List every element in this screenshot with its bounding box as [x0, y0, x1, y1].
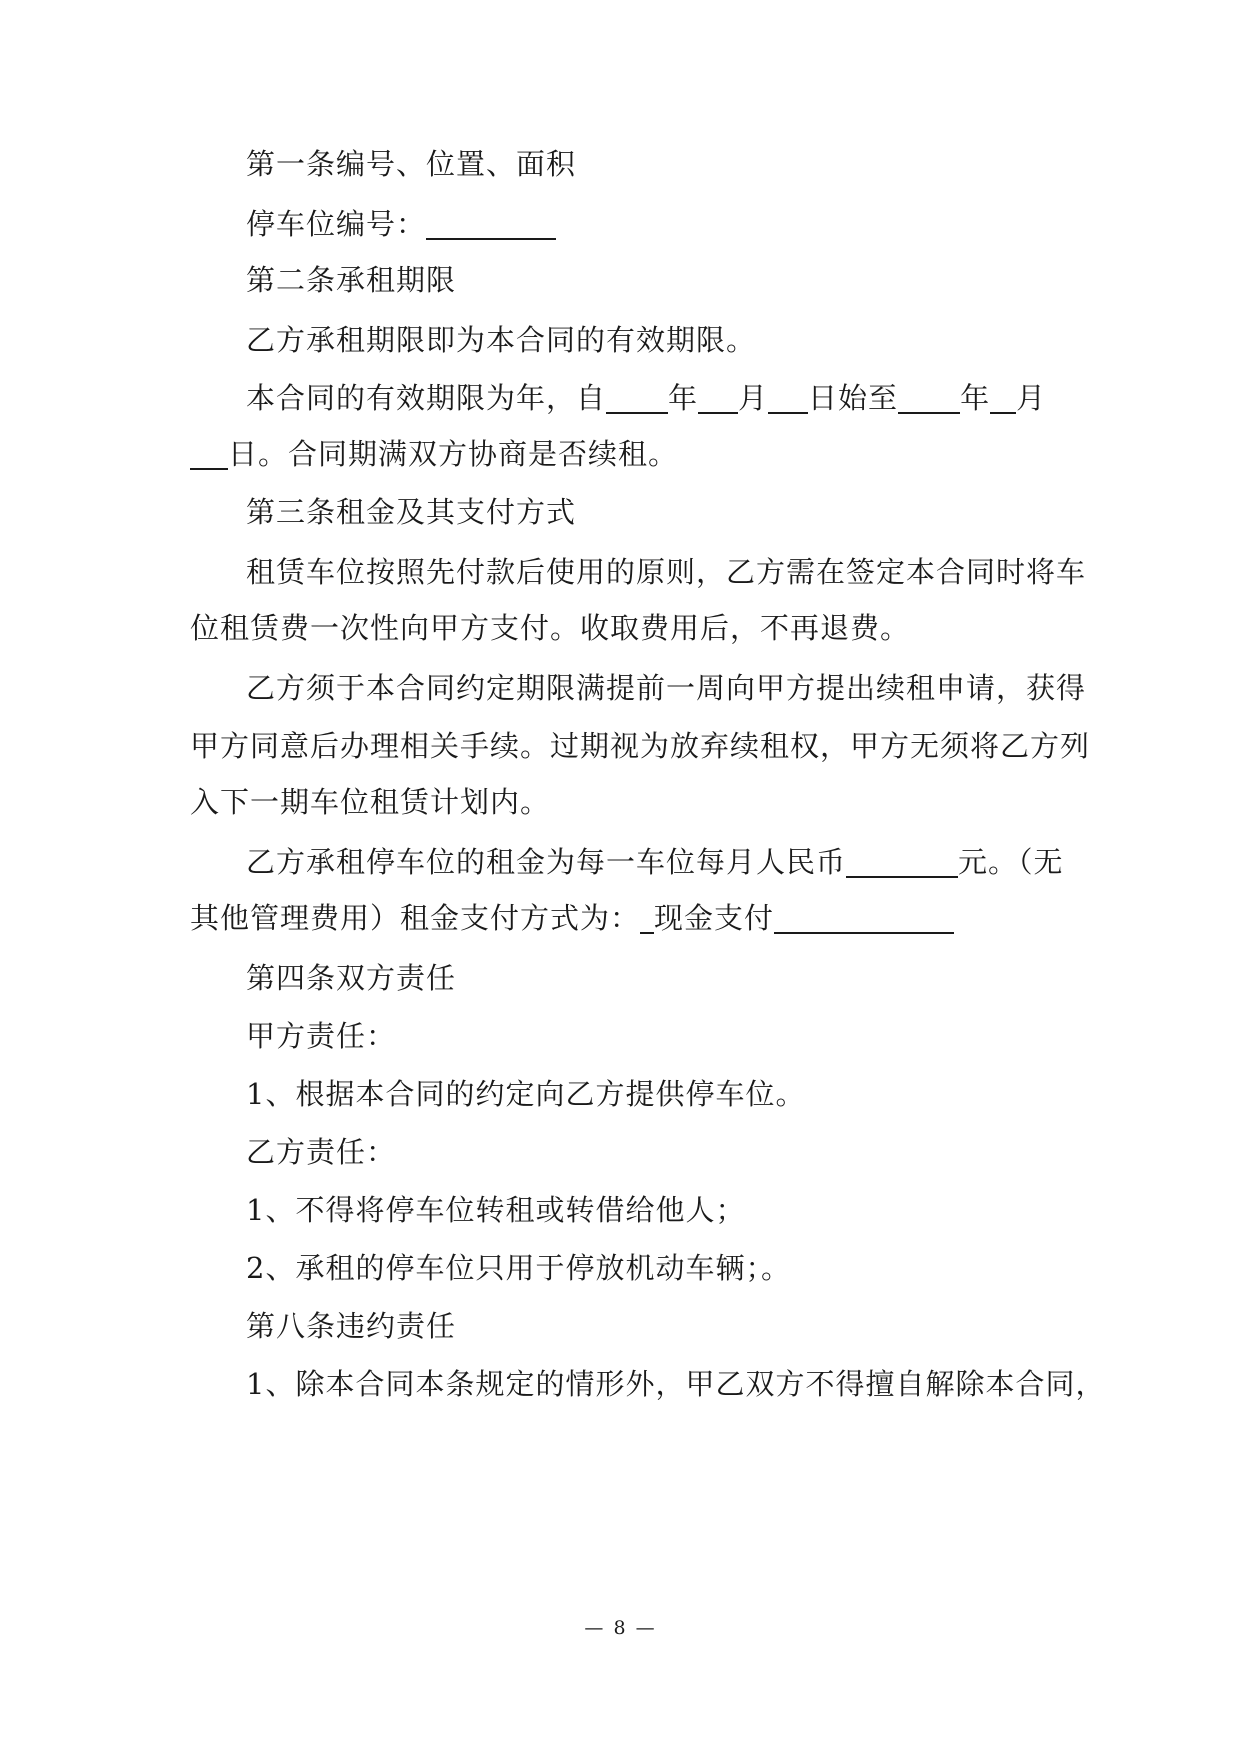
start-month-blank	[698, 382, 738, 414]
party-a-heading: 甲方责任：	[246, 1019, 397, 1053]
end-day-blank	[190, 438, 228, 470]
rent-amount-blank	[846, 846, 958, 878]
start-day-blank	[768, 382, 808, 414]
parking-number-blank	[426, 208, 556, 240]
rent-amount-line: 乙方承租停车位的租金为每一车位每月人民币 元。（无	[246, 845, 1064, 879]
paragraph-line: 入下一期车位租赁计划内。	[190, 785, 551, 819]
breach-item-1: 1、除本合同本条规定的情形外，甲乙双方不得擅自解除本合同，	[246, 1367, 1106, 1401]
parking-space-number-line: 停车位编号：	[246, 204, 1066, 244]
article-8-heading: 第八条违约责任	[246, 1309, 457, 1343]
paragraph-line: 乙方须于本合同约定期限满提前一周向甲方提出续租申请，获得	[246, 671, 1087, 705]
party-b-item-2: 2、承租的停车位只用于停放机动车辆；。	[246, 1251, 791, 1285]
end-month-blank	[990, 382, 1016, 414]
payment-blank-suffix	[774, 902, 954, 934]
party-b-item-1: 1、不得将停车位转租或转借给他人；	[246, 1193, 746, 1227]
party-a-item-1: 1、根据本合同的约定向乙方提供停车位。	[246, 1077, 806, 1111]
paragraph-line: 乙方承租期限即为本合同的有效期限。	[246, 323, 757, 357]
article-2-heading: 第二条承租期限	[246, 263, 457, 297]
term-dates-line: 本合同的有效期限为年，自 年 月 日始至 年 月	[246, 381, 1047, 415]
party-b-heading: 乙方责任：	[246, 1135, 397, 1169]
paragraph-line: 租赁车位按照先付款后使用的原则，乙方需在签定本合同时将车	[246, 555, 1087, 589]
article-3-heading: 第三条租金及其支付方式	[246, 495, 577, 529]
term-dates-line-continued: 日。合同期满双方协商是否续租。	[190, 434, 1070, 474]
start-year-blank	[606, 382, 668, 414]
payment-method-line: 其他管理费用）租金支付方式为： 现金支付	[190, 898, 1070, 938]
article-1-heading: 第一条编号、位置、面积	[246, 147, 577, 181]
paragraph-line: 位租赁费一次性向甲方支付。收取费用后，不再退费。	[190, 611, 911, 645]
payment-blank-prefix	[640, 902, 654, 934]
end-year-blank	[898, 382, 960, 414]
paragraph-line: 甲方同意后办理相关手续。过期视为放弃续租权，甲方无须将乙方列	[190, 729, 1091, 763]
article-4-heading: 第四条双方责任	[246, 961, 457, 995]
page-number: — 8 —	[584, 1617, 657, 1639]
